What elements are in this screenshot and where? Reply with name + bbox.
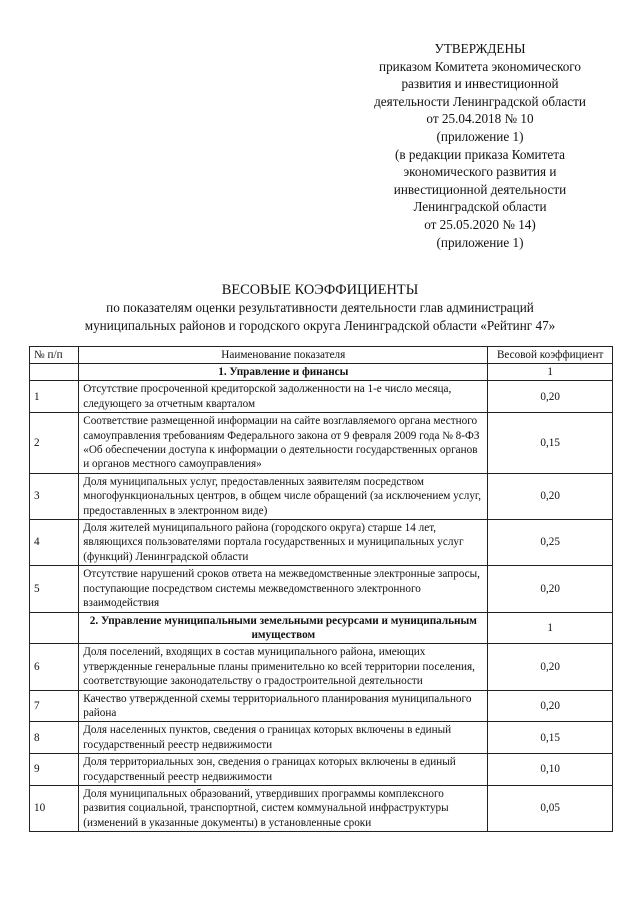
document-heading [0, 281, 640, 335]
document-subtitle-line: муниципальных районов и городского округа Ленинградской области «Рейтинг 47» [84, 318, 556, 333]
weight-cell: 0,05 [488, 785, 613, 831]
table-row [30, 566, 613, 612]
table-row [30, 785, 613, 831]
column-header-weight: Весовой коэффициент [488, 347, 613, 364]
row-number-cell: 5 [30, 566, 79, 612]
approval-line: приказом Комитета экономического [379, 58, 581, 74]
table-row [30, 520, 613, 566]
weight-cell: 0,15 [488, 722, 613, 754]
indicator-name-cell: Соответствие размещенной информации на сайте возглавляемого органа местного самоуправления требованиям Федерального закона от 9 февраля 2009 года № 8-ФЗ «Об обеспечении доступа к информации о деятельности государственных органов и органов местного самоуправления» [79, 413, 488, 474]
indicator-name-cell: Доля жителей муниципального района (городского округа) старше 14 лет, являющихся пользователями портала государственных и муниципальных услуг (функций) Ленинградской области [79, 520, 488, 566]
indicator-name-cell: Отсутствие нарушений сроков ответа на межведомственные электронные запросы, поступающие посредством системы межведомственного электронного взаимодействия [79, 566, 488, 612]
table-row [30, 722, 613, 754]
table-row [30, 473, 613, 519]
table-body [30, 364, 613, 832]
table-row [30, 644, 613, 690]
weight-cell: 0,20 [488, 690, 613, 722]
weight-cell: 1 [488, 364, 613, 381]
row-number-cell: 10 [30, 785, 79, 831]
approval-line: УТВЕРЖДЕНЫ [434, 41, 526, 56]
table-row [30, 413, 613, 474]
row-number-cell: 9 [30, 754, 79, 786]
table-row [30, 690, 613, 722]
row-number-cell [30, 364, 79, 381]
indicator-name-cell: Отсутствие просроченной кредиторской задолженности на 1-е число месяца, следующего за отчетным кварталом [79, 381, 488, 413]
row-number-cell: 8 [30, 722, 79, 754]
approval-line: развития и инвестиционной [401, 76, 559, 92]
weight-cell: 0,25 [488, 520, 613, 566]
row-number-cell: 2 [30, 413, 79, 474]
column-header-number: № п/п [30, 347, 79, 364]
approval-line: экономического развития и [403, 164, 557, 180]
weight-cell: 0,15 [488, 413, 613, 474]
table-section-row [30, 364, 613, 381]
column-header-name: Наименование показателя [79, 347, 488, 364]
indicator-name-cell: Доля поселений, входящих в состав муниципального района, имеющих утвержденные генеральные планы применительно ко всей территории поселения, соответствующие законодательству о градостроительной деятельности [79, 644, 488, 690]
weight-cell: 0,20 [488, 644, 613, 690]
row-number-cell: 6 [30, 644, 79, 690]
approval-line: (приложение 1) [436, 234, 524, 250]
row-number-cell: 3 [30, 473, 79, 519]
weight-cell: 0,20 [488, 381, 613, 413]
indicator-name-cell: 2. Управление муниципальными земельными ресурсами и муниципальным имуществом [79, 612, 488, 644]
approval-line: (приложение 1) [436, 128, 524, 144]
row-number-cell [30, 612, 79, 644]
approval-stamp [330, 40, 630, 251]
approval-line: инвестиционной деятельности [393, 181, 567, 197]
document-subtitle-line: по показателям оценки результативности деятельности глав администраций [106, 300, 534, 315]
weight-cell: 0,20 [488, 473, 613, 519]
indicator-name-cell: Доля муниципальных услуг, предоставленных заявителям посредством многофункциональных центров, в общем числе обращений (за исключением услуг, предоставленных в электронном виде) [79, 473, 488, 519]
document-title: ВЕСОВЫЕ КОЭФФИЦИЕНТЫ [221, 282, 419, 298]
weight-cell: 1 [488, 612, 613, 644]
approval-line: деятельности Ленинградской области [374, 93, 586, 109]
table-row [30, 754, 613, 786]
approval-line: от 25.04.2018 № 10 [426, 111, 534, 127]
table-header-row [30, 347, 613, 364]
approval-line: Ленинградской области [413, 199, 547, 215]
row-number-cell: 7 [30, 690, 79, 722]
weight-cell: 0,20 [488, 566, 613, 612]
indicator-name-cell: Доля населенных пунктов, сведения о границах которых включены в единый государственный реестр недвижимости [79, 722, 488, 754]
weight-cell: 0,10 [488, 754, 613, 786]
weights-table [29, 346, 613, 832]
row-number-cell: 4 [30, 520, 79, 566]
row-number-cell: 1 [30, 381, 79, 413]
indicator-name-cell: 1. Управление и финансы [79, 364, 488, 381]
approval-line: от 25.05.2020 № 14) [424, 216, 536, 232]
table-section-row [30, 612, 613, 644]
indicator-name-cell: Доля территориальных зон, сведения о границах которых включены в единый государственный реестр недвижимости [79, 754, 488, 786]
table-row [30, 381, 613, 413]
indicator-name-cell: Доля муниципальных образований, утвердивших программы комплексного развития социальной, транспортной, систем коммунальной инфраструктуры (изменений в указанные документы) в установленные сроки [79, 785, 488, 831]
approval-line: (в редакции приказа Комитета [394, 146, 566, 162]
indicator-name-cell: Качество утвержденной схемы территориального планирования муниципального района [79, 690, 488, 722]
